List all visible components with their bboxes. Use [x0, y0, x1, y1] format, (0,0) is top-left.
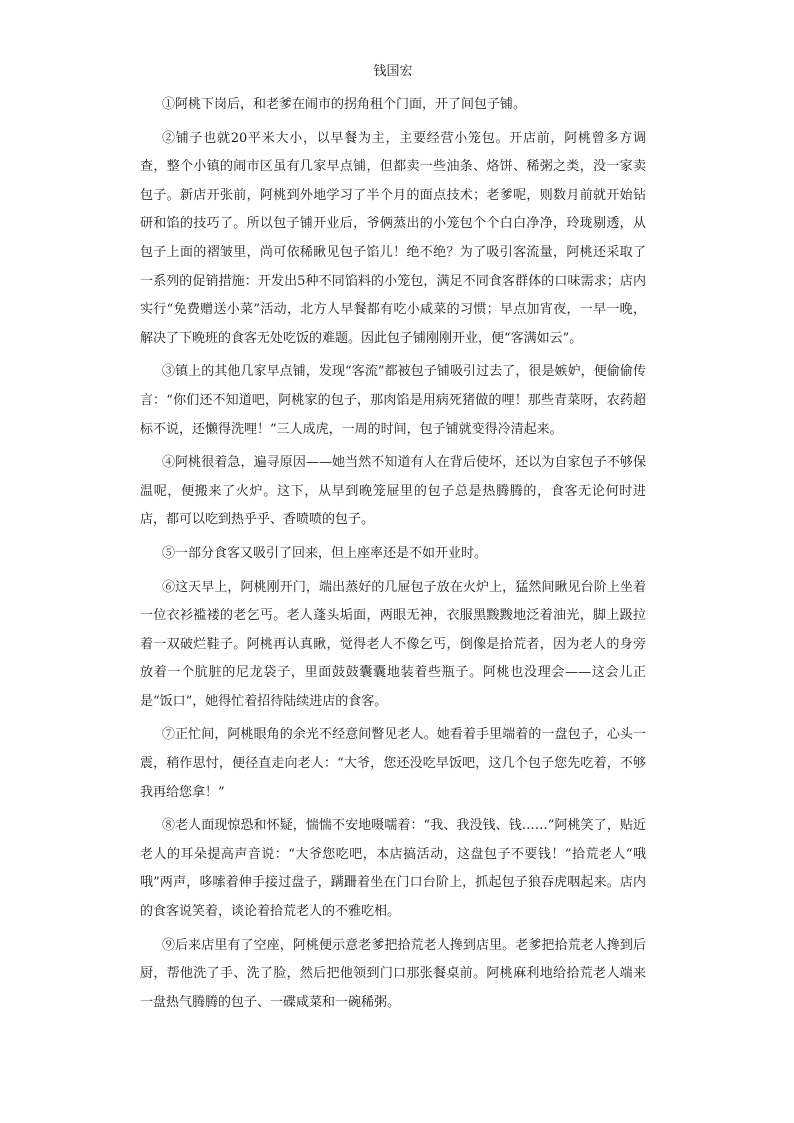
paragraph-7: ⑦正忙间，阿桃眼角的余光不经意间瞥见老人。她看着手里端着的一盘包子，心头一震，稍作思忖，便径直走向老人：“大爷，您还没吃早饭吧，这几个包子您先吃着，不够我再给您拿！”: [140, 727, 646, 800]
article-author: 钱国宏: [373, 64, 413, 79]
paragraph-9: ⑨后来店里有了空座，阿桃便示意老爹把拾荒老人搀到店里。老爹把拾荒老人搀到后厨，帮他洗了手、洗了脸，然后把他领到门口那张餐桌前。阿桃麻利地给拾荒老人端来一盘热气腾腾的包子、一碟咸菜和一碗稀粥。: [140, 937, 646, 1010]
paragraph-6: ⑥这天早上，阿桃刚开门，端出蒸好的几屉包子放在火炉上，猛然间瞅见台阶上坐着一位衣衫褴褛的老乞丐。老人蓬头垢面，两眼无神，衣服黑黢黢地泛着油光，脚上趿拉着一双破烂鞋子。阿桃再认真瞅，觉得老人不像乞丐，倒像是拾荒者，因为老人的身旁放着一个肮脏的尼龙袋子，里面鼓鼓囊囊地装着些瓶子。阿桃也没理会——这会儿正是“饭口”，她得忙着招待陆续进店的食客。: [140, 579, 646, 709]
paragraph-1: ①阿桃下岗后，和老爹在闹市的拐角租个门面，开了间包子铺。: [162, 97, 527, 112]
paragraph-5: ⑤一部分食客又吸引了回来，但上座率还是不如开业时。: [162, 545, 488, 561]
paragraph-8: ⑧老人面现惊恐和怀疑，惴惴不安地嗫嚅着：“我、我没钱、钱……”阿桃笑了，贴近老人的耳朵提高声音说：“大爷您吃吧，本店搞活动，这盘包子不要钱！”拾荒老人“哦哦”两声，哆嗦着伸手接过盘子，蹒跚着坐在门口台阶上，抓起包子狼吞虎咽起来。店内的食客说笑着，谈论着拾荒老人的不雅吃相。: [140, 818, 646, 920]
paragraph-3: ③镇上的其他几家早点铺，发现“客流”都被包子铺吸引过去了，很是嫉妒，便偷偷传言：“你们还不知道吧，阿桃家的包子，那肉馅是用病死猪做的哩！那些青菜呀，农药超标不说，还懒得洗哩！”三人成虎，一周的时间，包子铺就变得冷清起来。: [140, 364, 646, 437]
paragraph-4: ④阿桃很着急，遍寻原因——她当然不知道有人在背后使坏，还以为自家包子不够保温呢，便搬来了火炉。这下，从早到晚笼屉里的包子总是热腾腾的，食客无论何时进店，都可以吃到热乎乎、香喷喷的包子。: [140, 455, 646, 528]
paragraph-2: ②铺子也就20平米大小，以早餐为主，主要经营小笼包。开店前，阿桃曾多方调查，整个小镇的闹市区虽有几家早点铺，但都卖一些油条、烙饼、稀粥之类，没一家卖包子。新店开张前，阿桃到外地学习了半个月的面点技术；老爹呢，则数月前就开始钻研和馅的技巧了。所以包子铺开业后，爷俩蒸出的小笼包个个白白净净，玲珑剔透，从包子上面的褶皱里，尚可依稀瞅见包子馅儿！绝不绝？为了吸引客流量，阿桃还采取了一系列的促销措施：开发出5种不同馅料的小笼包，满足不同食客群体的口味需求；店内实行“免费赠送小菜”活动，北方人早餐都有吃小咸菜的习惯；早点加宵夜，一早一晚，解决了下晚班的食客无处吃饭的难题。因此包子铺刚刚开业，便“客满如云”。: [140, 130, 646, 346]
